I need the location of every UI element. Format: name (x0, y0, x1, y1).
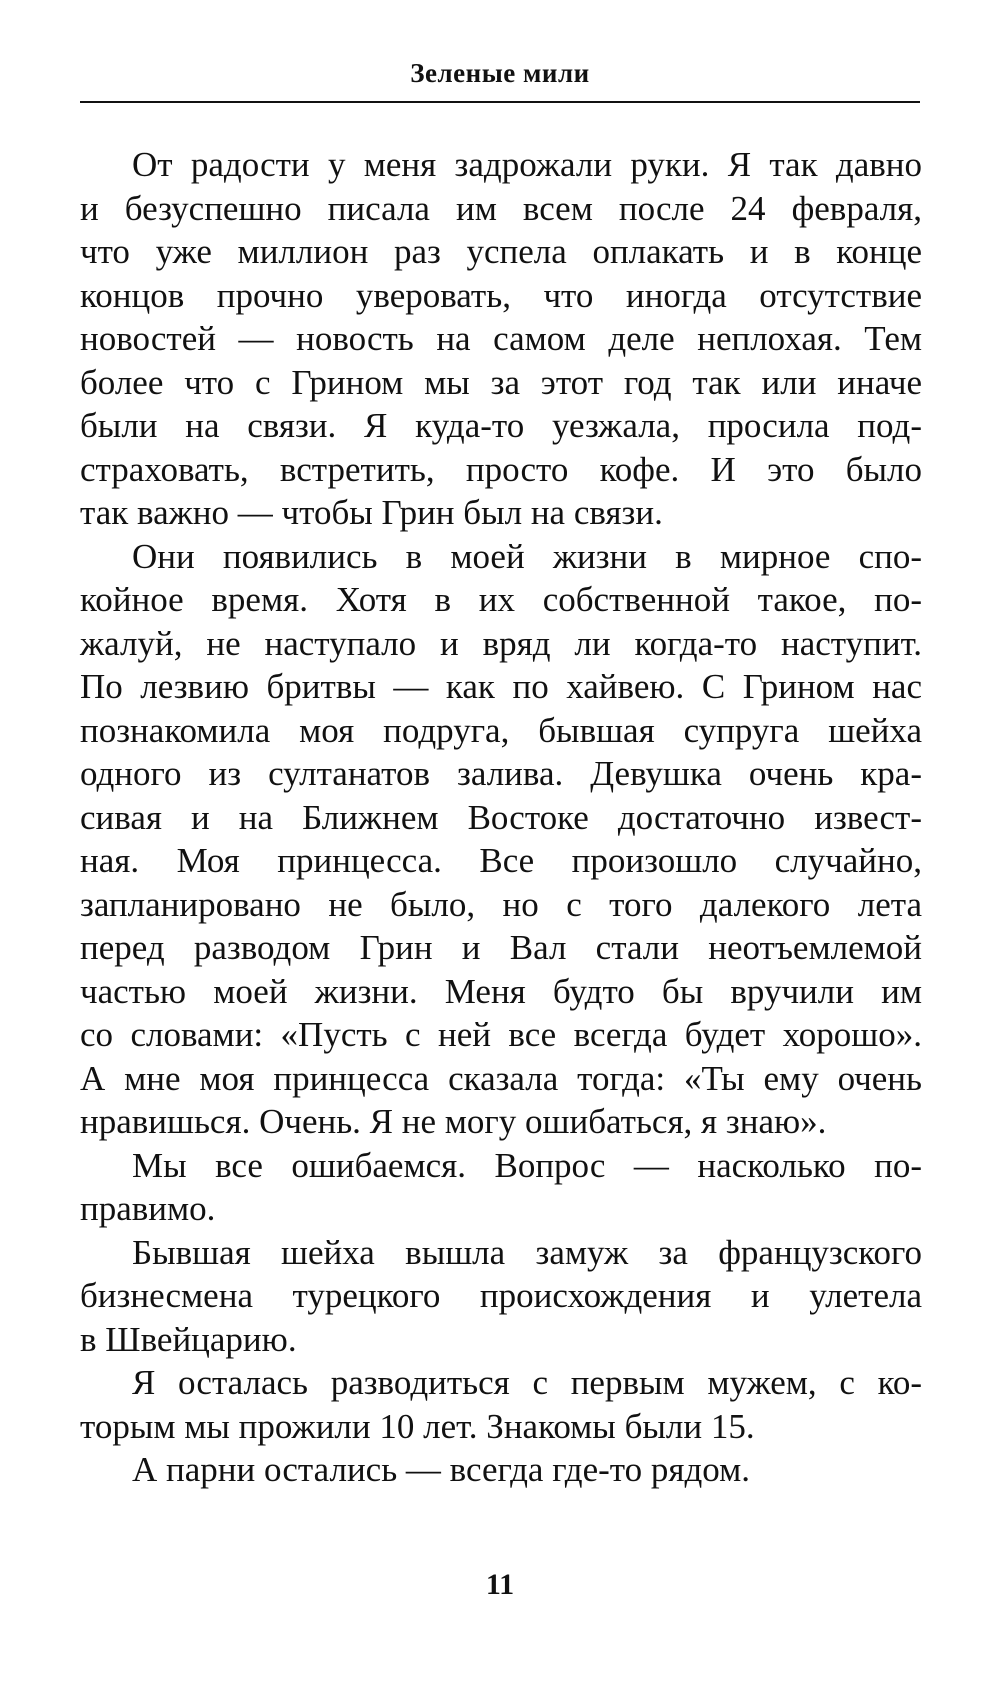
text-line: сивая и на Ближнем Востоке достаточно извест- (80, 797, 922, 837)
text-line: новостей — новость на самом деле неплохая. Тем (80, 319, 922, 358)
paragraph (80, 1361, 922, 1448)
text-line: так важно — чтобы Грин был на связи. (80, 493, 663, 532)
text-line: одного из султанатов залива. Девушка очень кра- (80, 754, 922, 793)
text-line: Бывшая шейха вышла замуж за французского (132, 1232, 922, 1272)
text-line: нравишься. Очень. Я не могу ошибаться, я знаю». (80, 1102, 827, 1141)
text-line: в Швейцарию. (80, 1319, 297, 1359)
text-line: были на связи. Я куда-то уезжала, просила под- (80, 406, 922, 445)
text-line: концов прочно уверовать, что иногда отсутствие (80, 275, 922, 315)
text-line: А мне моя принцесса сказала тогда: «Ты ему очень (80, 1058, 922, 1098)
text-line: По лезвию бритвы — как по хайвею. С Грином нас (80, 667, 922, 706)
text-line: правимо. (80, 1189, 216, 1228)
text-line: и безуспешно писала им всем после 24 февраля, (80, 188, 922, 228)
text-line: койное время. Хотя в их собственной такое, по- (80, 580, 922, 619)
paragraph (80, 1231, 922, 1362)
text-line: ная. Моя принцесса. Все произошло случайно, (80, 841, 922, 880)
text-line: жалуй, не наступало и вряд ли когда-то наступит. (80, 623, 922, 663)
header-rule (80, 101, 920, 103)
text-line: Они появились в моей жизни в мирное спо- (132, 536, 922, 576)
text-line: Мы все ошибаемся. Вопрос — насколько по- (132, 1145, 922, 1185)
paragraph (80, 143, 922, 535)
text-line: страховать, встретить, просто кофе. И это было (80, 449, 922, 489)
paragraph (80, 1448, 922, 1492)
text-line: бизнесмена турецкого происхождения и улетела (80, 1276, 922, 1315)
paragraph (80, 1144, 922, 1231)
text-line: Я осталась разводиться с первым мужем, с ко- (132, 1363, 922, 1402)
text-line: более что с Грином мы за этот год так или иначе (80, 362, 922, 402)
page-number: 11 (485, 1568, 515, 1601)
text-line: А парни остались — всегда где-то рядом. (132, 1450, 751, 1489)
body-text (80, 143, 922, 1492)
text-line: торым мы прожили 10 лет. Знакомы были 15. (80, 1406, 755, 1446)
text-line: познакомила моя подруга, бывшая супруга шейха (80, 710, 922, 750)
text-line: что уже миллион раз успела оплакать и в конце (80, 232, 922, 271)
running-title: Зеленые мили (410, 58, 590, 88)
text-line: со словами: «Пусть с ней все всегда будет хорошо». (80, 1015, 922, 1054)
text-line: запланировано не было, но с того далекого лета (80, 884, 922, 924)
text-line: От радости у меня задрожали руки. Я так давно (132, 145, 922, 184)
text-line: перед разводом Грин и Вал стали неотъемлемой (80, 928, 922, 967)
paragraph (80, 535, 922, 1144)
text-line: частью моей жизни. Меня будто бы вручили им (80, 971, 922, 1011)
